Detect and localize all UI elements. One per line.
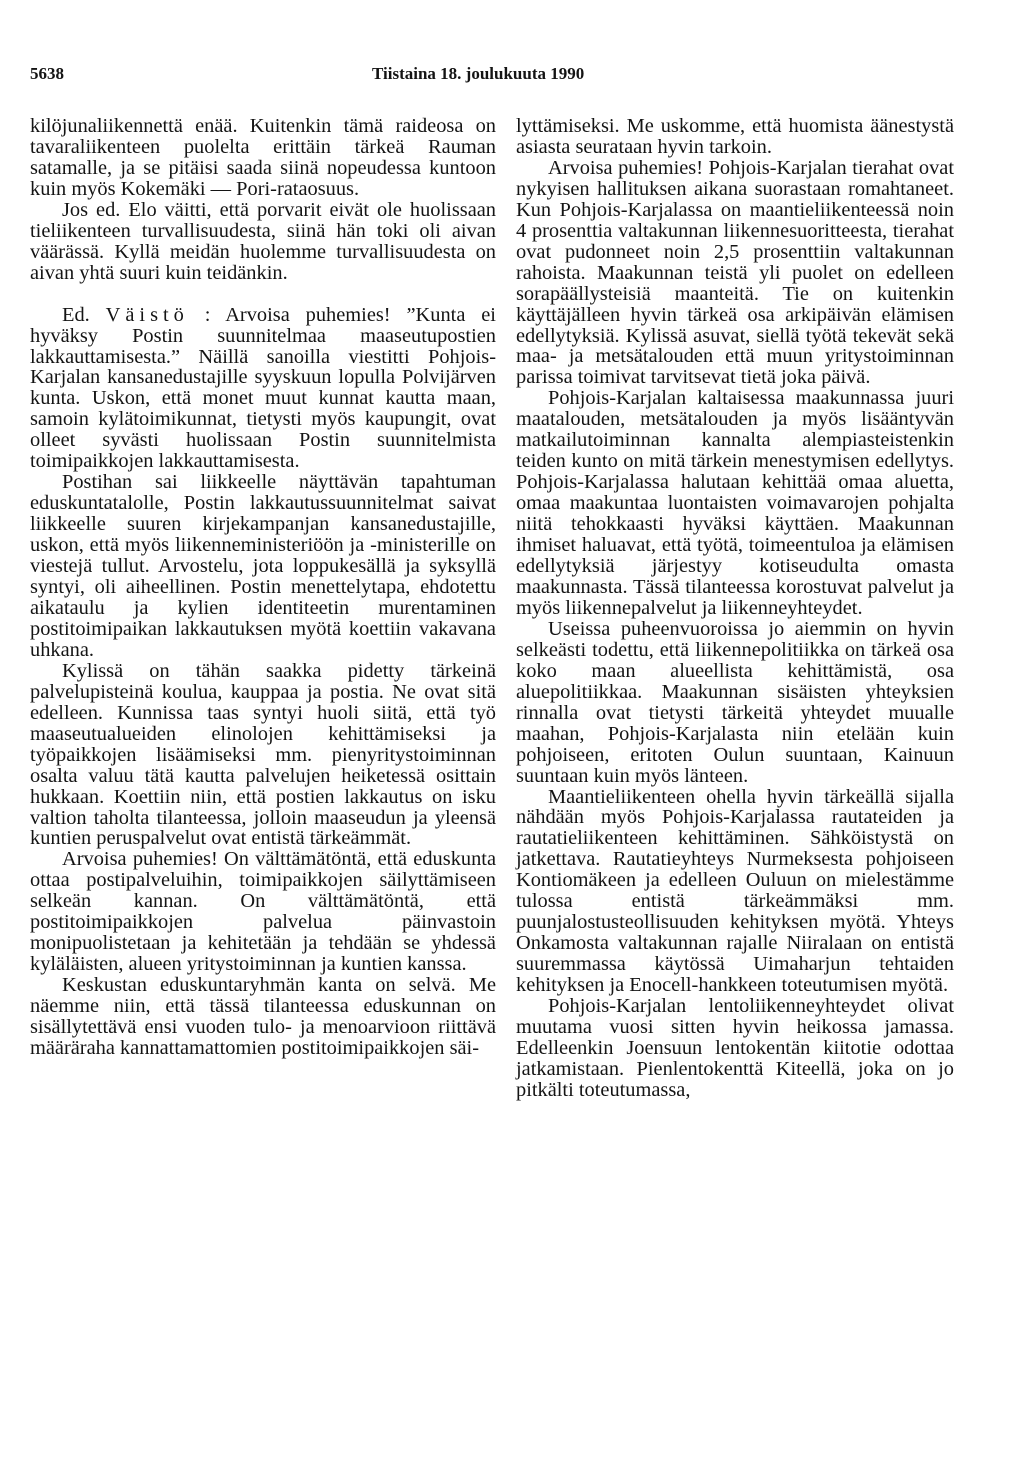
page-header xyxy=(30,64,990,88)
page-number: 5638 xyxy=(30,64,64,83)
paragraph: Maantieliikenteen ohella hyvin tärkeällä sijalla nähdään myös Pohjois-Karjalassa rautateiden ja rautatieliikenteen kehittäminen. Sähköistystä on jatkettava. Rautatieyhteys Nurmeksesta pohjoiseen Kontiomäkeen ja edelleen Ouluun on mielestämme tulossa entistä tärkeämmäksi mm. puunjalostusteollisuuden kehityksen myötä. Yhteys Onkamosta valtakunnan rajalle Niiralaan on entistä suuremmassa käytössä Uimaharjun tehtaiden kehityksen ja Enocell-hankkeen toteutumisen myötä. xyxy=(516,785,954,997)
paragraph: Arvoisa puhemies! On välttämätöntä, että eduskunta ottaa postipalveluihin, toimipaikkojen säilyttämiseen selkeän kannan. On välttämätöntä, että postitoimipaikkojen palvelua päinvastoin monipuolistetaan ja kehitetään ja tehdään se yhdessä kyläläisten, alueen yritystoiminnan ja kuntien kanssa. xyxy=(30,848,496,976)
paragraph: Postihan sai liikkeelle näyttävän tapahtuman eduskuntatalolle, Postin lakkautussuunnitelmat saivat liikkeelle suuren kirjekampanjan kansanedustajille, uskon, että myös liikenneministeriöön ja -ministerille on viestejä tullut. Arvostelu, jota loppukesällä ja syksyllä syntyi, oli aiheellinen. Postin menettelytapa, ehdotettu aikataulu ja kylien identiteetin murentaminen postitoimipaikan lakkautuksen myötä koettiin vakavana uhkana. xyxy=(30,471,496,661)
right-column xyxy=(516,116,954,1101)
speech-paragraph xyxy=(30,305,496,473)
speaker-prefix: Ed. xyxy=(62,303,90,326)
running-head-date: Tiistaina 18. joulukuuta 1990 xyxy=(372,64,585,83)
paragraph: Kylissä on tähän saakka pidetty tärkeinä palvelupisteinä koulua, kauppaa ja postia. Ne ovat sitä edelleen. Kunnissa taas syntyi huoli siitä, että työ maaseutualueiden elinolojen kehittämiseksi ja työpaikkojen lisäämiseksi mm. pienyritystoiminnan osalta valuu tätä kautta palvelujen heiketessä osittain hukkaan. Koettiin niin, että postien lakkautus on isku valtion taholta tilanteessa, jolloin maaseudun ja yleensä kuntien peruspalvelut ovat entistä tärkeämmät. xyxy=(30,659,496,850)
paragraph: Jos ed. Elo väitti, että porvarit eivät ole huolissaan tieliikenteen turvallisuudesta, siinä hän toki oli aivan väärässä. Kyllä meidän huolemme turvallisuudesta on aivan yhtä suuri kuin teidänkin. xyxy=(30,198,496,284)
paragraph: Pohjois-Karjalan lentoliikenneyhteydet olivat muutama vuosi sitten hyvin heikossa jamassa. Edelleenkin Joensuun lentokentän kiitotie odottaa jatkamistaan. Pienlentokenttä Kiteellä, joka on jo pitkälti toteutumassa, xyxy=(516,995,954,1101)
speaker-name: Väistö xyxy=(105,303,189,326)
paragraph: lyttämiseksi. Me uskomme, että huomista äänestystä asiasta seurataan hyvin tarkoin. xyxy=(516,115,954,158)
paragraph: Arvoisa puhemies! Pohjois-Karjalan tierahat ovat nykyisen hallituksen aikana suorastaan romahtaneet. Kun Pohjois-Karjalassa on maantieliikenteessä noin 4 prosenttia valtakunnan liikennesuoritteesta, tierahat ovat pudonneet noin 2,5 prosenttiin valtakunnan rahoista. Maakunnan teistä yli puolet on edelleen sorapäällysteisiä maanteitä. Tie on kuitenkin käyttäjälleen hyvin tärkeä osa arkipäivän elämisen edellytyksiä. Kylissä asuvat, siellä työtä tekevät sekä maa- ja metsätalouden että muun yritystoiminnan parissa toimivat tarvitsevat tietä joka päivä. xyxy=(516,156,954,389)
paragraph: Useissa puheenvuoroissa jo aiemmin on hyvin selkeästi todettu, että liikennepolitiikka on tärkeä osa koko maan alueellista kehittämistä, osa aluepolitiikkaa. Maakunnan sisäisten yhteyksien rinnalla ovat tietysti tärkeitä yhteydet muualle maahan, Pohjois-Karjalasta niin etelään kuin pohjoiseen, eritoten Oulun suuntaan, Kainuun suuntaan kuin myös länteen. xyxy=(516,617,954,787)
paragraph: kilöjunaliikennettä enää. Kuitenkin tämä raideosa on tavaraliikenteen puolelta erittäin tärkeä Rauman satamalle, ja se pitäisi saada siinä nopeudessa kuntoon kuin myös Kokemäki — Pori-rataosuus. xyxy=(30,115,496,200)
speech-text: : Arvoisa puhemies! ”Kunta ei hyväksy Postin suunnitelmaa maaseutupostien lakkauttamisesta.” Näillä sanoilla viestitti Pohjois-Karjalan kansanedustajille syyskuun lopulla Polvijärven kunta. Uskon, että monet muut kunnat kautta maan, samoin kylätoimikunnat, tietysti myös kaupungit, ovat olleet syvästi huolissaan Postin suunnitelmista toimipaikkojen lakkauttamisesta. xyxy=(30,303,496,473)
paragraph: Pohjois-Karjalan kaltaisessa maakunnassa juuri maatalouden, metsätalouden ja myös lisääntyvän matkailutoiminnan kannalta alempiasteistenkin teiden kunto on mitä tärkein menestymisen edellytys. Pohjois-Karjalassa halutaan kehittää omaa aluetta, omaa maakuntaa luontaisten voimavarojen pohjalta niitä tehokkaasti hyväksi käyttäen. Maakunnan ihmiset haluavat, että työtä, toimeentuloa ja elämisen edellytyksiä järjestyy kotiseudulta omasta maakunnasta. Tässä tilanteessa korostuvat palvelut ja myös liikennepalvelut ja liikenneyhteydet. xyxy=(516,387,954,619)
left-column xyxy=(30,116,496,1059)
paragraph: Keskustan eduskuntaryhmän kanta on selvä. Me näemme niin, että tässä tilanteessa eduskunnan on sisällytettävä ensi vuoden tulo- ja menoarvioon riittävä määräraha kannattamattomien postitoimipaikkojen säi- xyxy=(30,974,496,1059)
